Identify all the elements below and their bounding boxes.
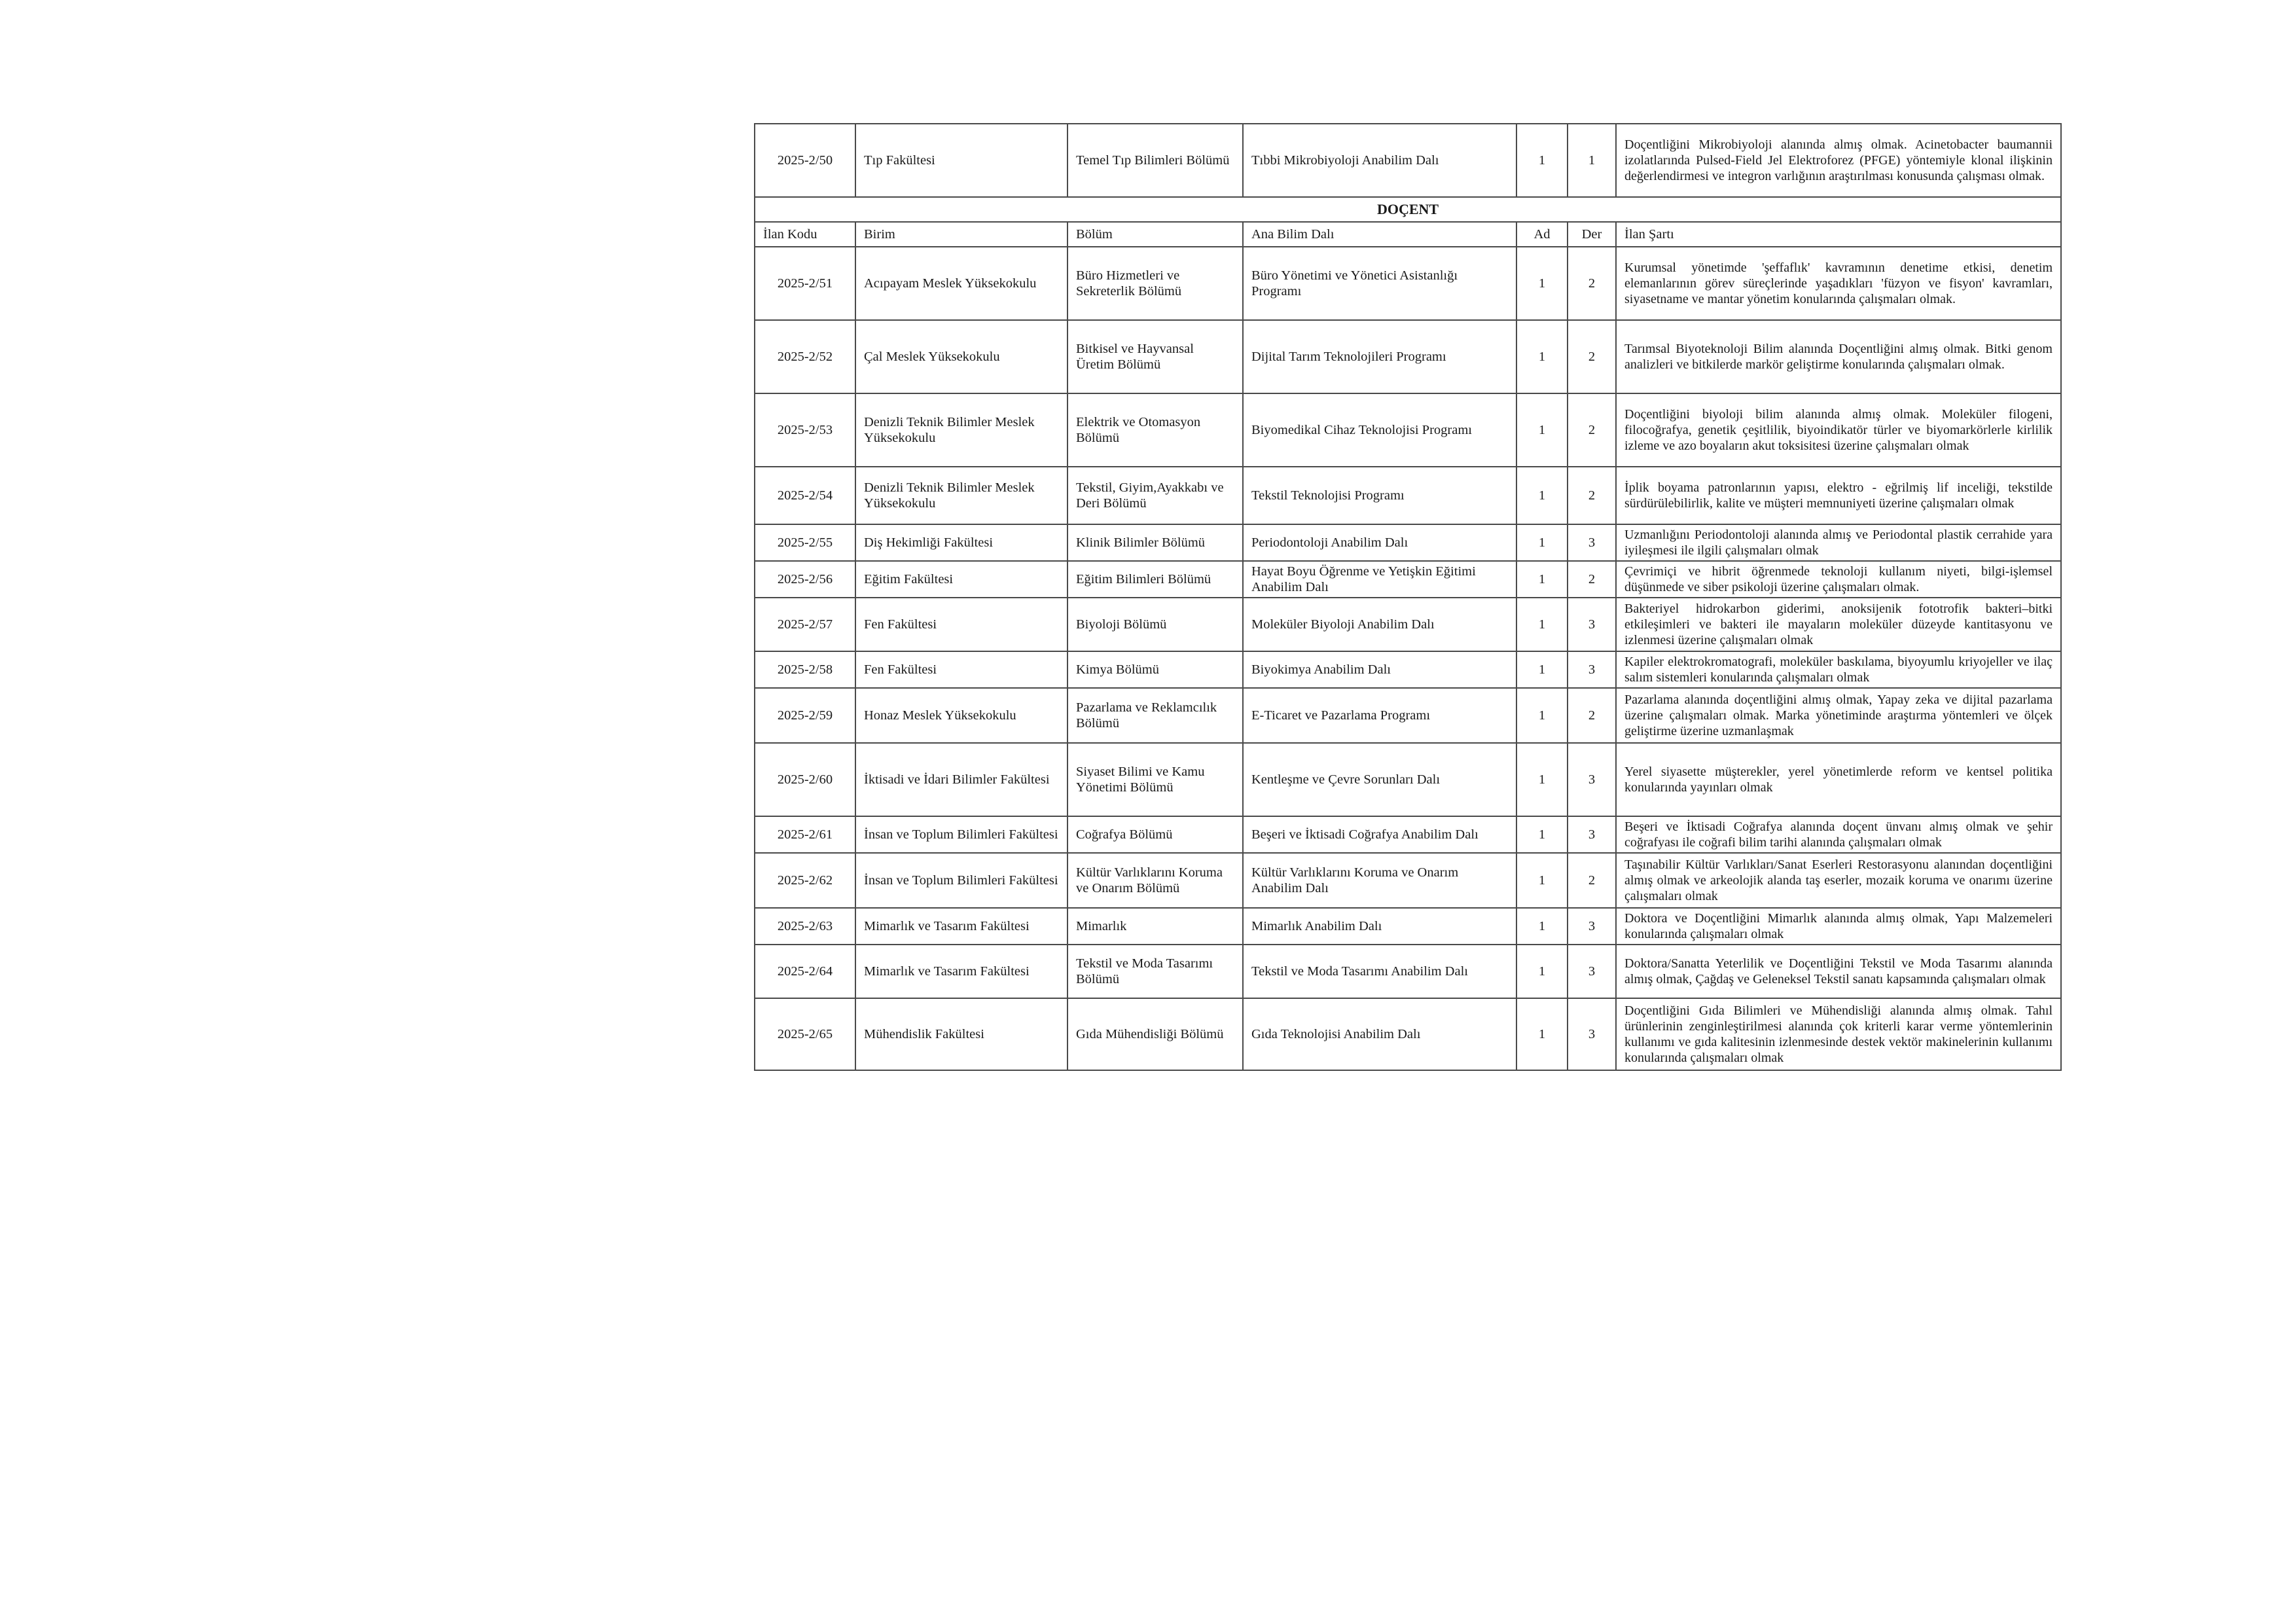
listing-condition: Doçentliğini Mikrobiyoloji alanında almış olmak. Acinetobacter baumannii izolatlarında Pulsed-Field Jel Elektroforez (PFGE) yöntemiyle klonal ilişkinin değerlendirmesi ve integron varlığının araştırılması konusunda çalışması olmak. [1616,124,2061,197]
listing-department: Siyaset Bilimi ve Kamu Yönetimi Bölümü [1067,743,1243,816]
listing-degree: 1 [1568,124,1616,197]
listing-department: Bitkisel ve Hayvansal Üretim Bölümü [1067,320,1243,393]
listing-division: Biyokimya Anabilim Dalı [1243,651,1516,688]
listing-count: 1 [1516,561,1568,598]
listing-condition: Kurumsal yönetimde 'şeffaflık' kavramının denetime etkisi, denetim elemanlarının görev süreçlerinde yaşadıkları 'füzyon ve fisyon' kavramları, siyasetname ve mantar yönetim konularında çalışmaları olmak. [1616,247,2061,320]
listing-count: 1 [1516,524,1568,561]
header-degree: Der [1568,222,1616,247]
listing-unit: Diş Hekimliği Fakültesi [855,524,1067,561]
listing-division: Biyomedikal Cihaz Teknolojisi Programı [1243,393,1516,467]
listing-code: 2025-2/59 [755,688,855,743]
listing-division: Tekstil Teknolojisi Programı [1243,467,1516,524]
header-condition: İlan Şartı [1616,222,2061,247]
listing-condition: Pazarlama alanında doçentliğini almış olmak, Yapay zeka ve dijital pazarlama üzerine çalışmaları olmak. Marka yönetiminde araştırma yöntemleri ve ölçek geliştirme üzerine uzmanlaşmak [1616,688,2061,743]
listing-count: 1 [1516,247,1568,320]
listing-code: 2025-2/58 [755,651,855,688]
listing-condition: Doktora ve Doçentliğini Mimarlık alanında almış olmak, Yapı Malzemeleri konularında çalışmaları olmak [1616,908,2061,945]
listing-degree: 3 [1568,998,1616,1070]
listing-unit: İktisadi ve İdari Bilimler Fakültesi [855,743,1067,816]
listing-unit: Denizli Teknik Bilimler Meslek Yüksekokulu [855,393,1067,467]
listing-degree: 2 [1568,247,1616,320]
listing-unit: Fen Fakültesi [855,598,1067,651]
listing-unit: Çal Meslek Yüksekokulu [855,320,1067,393]
listing-condition: Bakteriyel hidrokarbon giderimi, anoksijenik fototrofik bakteri–bitki etkileşimleri ve bakteri ile mayaların moleküler düzeyde kantitasyonu ve izlenmesi üzerine çalışmaları olmak [1616,598,2061,651]
listing-count: 1 [1516,688,1568,743]
listing-division: Kültür Varlıklarını Koruma ve Onarım Anabilim Dalı [1243,853,1516,908]
listing-department: Gıda Mühendisliği Bölümü [1067,998,1243,1070]
listing-department: Klinik Bilimler Bölümü [1067,524,1243,561]
header-division: Ana Bilim Dalı [1243,222,1516,247]
listing-code: 2025-2/50 [755,124,855,197]
listing-division: Beşeri ve İktisadi Coğrafya Anabilim Dalı [1243,816,1516,853]
listing-code: 2025-2/54 [755,467,855,524]
listing-unit: İnsan ve Toplum Bilimleri Fakültesi [855,816,1067,853]
listing-count: 1 [1516,393,1568,467]
table-row [755,651,2061,688]
table-row [755,908,2061,945]
listing-unit: İnsan ve Toplum Bilimleri Fakültesi [855,853,1067,908]
table-row [755,998,2061,1070]
table-row [755,393,2061,467]
listing-condition: Doktora/Sanatta Yeterlilik ve Doçentliğini Tekstil ve Moda Tasarımı alanında almış olmak, Çağdaş ve Geleneksel Tekstil sanatı kapsamında çalışmaları olmak [1616,945,2061,998]
listing-condition: Doçentliğini biyoloji bilim alanında almış olmak. Moleküler filogeni, filocoğrafya, genetik çeşitlilik, biyoindikatör türler ve biyomarkörlerle kirlilik izleme ve azo boyaların akut toksisitesi üzerine çalışmaları olmak [1616,393,2061,467]
listing-department: Temel Tıp Bilimleri Bölümü [1067,124,1243,197]
listing-degree: 3 [1568,908,1616,945]
listing-division: E-Ticaret ve Pazarlama Programı [1243,688,1516,743]
listing-condition: Tarımsal Biyoteknoloji Bilim alanında Doçentliğini almış olmak. Bitki genom analizleri ve bitkilerde markör geliştirme konularında çalışmaları olmak. [1616,320,2061,393]
listing-count: 1 [1516,816,1568,853]
listing-count: 1 [1516,467,1568,524]
listing-department: Kültür Varlıklarını Koruma ve Onarım Bölümü [1067,853,1243,908]
listing-unit: Mühendislik Fakültesi [855,998,1067,1070]
table-row [755,688,2061,743]
listing-unit: Mimarlık ve Tasarım Fakültesi [855,945,1067,998]
listing-department: Elektrik ve Otomasyon Bölümü [1067,393,1243,467]
table-row [755,945,2061,998]
listing-department: Kimya Bölümü [1067,651,1243,688]
listing-code: 2025-2/65 [755,998,855,1070]
listing-unit: Eğitim Fakültesi [855,561,1067,598]
listing-code: 2025-2/63 [755,908,855,945]
listing-unit: Denizli Teknik Bilimler Meslek Yüksekokulu [855,467,1067,524]
table-row [755,467,2061,524]
table-row [755,561,2061,598]
listing-department: Coğrafya Bölümü [1067,816,1243,853]
table-row [755,816,2061,853]
listing-code: 2025-2/61 [755,816,855,853]
table-row [755,853,2061,908]
section-row [755,197,2061,222]
listing-count: 1 [1516,651,1568,688]
table-row [755,598,2061,651]
table-row [755,743,2061,816]
listing-condition: İplik boyama patronlarının yapısı, elektro - eğrilmiş lif inceliği, tekstilde sürdürülebilirlik, kalite ve müşteri memnuniyeti üzerine çalışmaları olmak [1616,467,2061,524]
listing-department: Pazarlama ve Reklamcılık Bölümü [1067,688,1243,743]
listing-condition: Uzmanlığını Periodontoloji alanında almış ve Periodontal plastik cerrahide yara iyileşmesi ile ilgili çalışmaları olmak [1616,524,2061,561]
listing-count: 1 [1516,743,1568,816]
listing-count: 1 [1516,320,1568,393]
table-row-prev [755,124,2061,197]
listing-department: Eğitim Bilimleri Bölümü [1067,561,1243,598]
listing-unit: Honaz Meslek Yüksekokulu [855,688,1067,743]
listing-code: 2025-2/60 [755,743,855,816]
header-code: İlan Kodu [755,222,855,247]
listing-code: 2025-2/52 [755,320,855,393]
listing-condition: Kapiler elektrokromatografi, moleküler baskılama, biyoyumlu kriyojeller ve ilaç salım sistemleri konularında çalışmaları olmak [1616,651,2061,688]
listing-code: 2025-2/55 [755,524,855,561]
listing-code: 2025-2/57 [755,598,855,651]
listing-condition: Doçentliğini Gıda Bilimleri ve Mühendisliği alanında almış olmak. Tahıl ürünlerinin zenginleştirilmesi alanında çok kriterli karar verme yöntemlerinin kullanımı ve gıda kalitesinin izlenmesinde destek vektör makinelerinin kullanımı konularında çalışmaları olmak [1616,998,2061,1070]
listing-count: 1 [1516,853,1568,908]
table-row [755,524,2061,561]
listing-count: 1 [1516,908,1568,945]
listing-degree: 2 [1568,467,1616,524]
table-body [755,124,2061,1070]
listing-degree: 3 [1568,598,1616,651]
listing-division: Tekstil ve Moda Tasarımı Anabilim Dalı [1243,945,1516,998]
listing-degree: 3 [1568,743,1616,816]
listing-condition: Yerel siyasette müşterekler, yerel yönetimlerde reform ve kentsel politika konularında yayınları olmak [1616,743,2061,816]
listing-unit: Mimarlık ve Tasarım Fakültesi [855,908,1067,945]
listing-division: Gıda Teknolojisi Anabilim Dalı [1243,998,1516,1070]
listing-code: 2025-2/62 [755,853,855,908]
header-unit: Birim [855,222,1067,247]
listing-code: 2025-2/51 [755,247,855,320]
job-listing-table [754,123,2062,1071]
listing-unit: Acıpayam Meslek Yüksekokulu [855,247,1067,320]
listing-degree: 2 [1568,688,1616,743]
listing-degree: 2 [1568,853,1616,908]
listing-code: 2025-2/53 [755,393,855,467]
listing-division: Büro Yönetimi ve Yönetici Asistanlığı Programı [1243,247,1516,320]
listing-code: 2025-2/64 [755,945,855,998]
listing-degree: 2 [1568,561,1616,598]
listing-division: Tıbbi Mikrobiyoloji Anabilim Dalı [1243,124,1516,197]
listing-department: Tekstil, Giyim,Ayakkabı ve Deri Bölümü [1067,467,1243,524]
listing-count: 1 [1516,998,1568,1070]
listing-division: Dijital Tarım Teknolojileri Programı [1243,320,1516,393]
listing-code: 2025-2/56 [755,561,855,598]
listing-degree: 3 [1568,816,1616,853]
listing-department: Büro Hizmetleri ve Sekreterlik Bölümü [1067,247,1243,320]
listing-condition: Çevrimiçi ve hibrit öğrenmede teknoloji kullanım niyeti, bilgi-işlemsel düşünmede ve siber psikoloji üzerine çalışmaları olmak. [1616,561,2061,598]
listing-count: 1 [1516,598,1568,651]
listing-unit: Fen Fakültesi [855,651,1067,688]
table-row [755,247,2061,320]
listing-condition: Beşeri ve İktisadi Coğrafya alanında doçent ünvanı almış olmak ve şehir coğrafyası ile coğrafi bilim tarihi alanında çalışmaları olmak [1616,816,2061,853]
header-count: Ad [1516,222,1568,247]
listing-division: Hayat Boyu Öğrenme ve Yetişkin Eğitimi Anabilim Dalı [1243,561,1516,598]
listing-count: 1 [1516,124,1568,197]
listing-division: Periodontoloji Anabilim Dalı [1243,524,1516,561]
listing-department: Biyoloji Bölümü [1067,598,1243,651]
listing-count: 1 [1516,945,1568,998]
listing-division: Moleküler Biyoloji Anabilim Dalı [1243,598,1516,651]
listing-degree: 2 [1568,393,1616,467]
header-row [755,222,2061,247]
section-title: DOÇENT [755,197,2061,222]
listing-condition: Taşınabilir Kültür Varlıkları/Sanat Eserleri Restorasyonu alanından doçentliğini almış olmak ve arkeolojik alanda taş eserler, mozaik koruma ve onarımı üzerine çalışmaları olmak [1616,853,2061,908]
header-department: Bölüm [1067,222,1243,247]
listing-degree: 3 [1568,524,1616,561]
listing-department: Mimarlık [1067,908,1243,945]
listing-division: Kentleşme ve Çevre Sorunları Dalı [1243,743,1516,816]
listing-degree: 3 [1568,651,1616,688]
listing-division: Mimarlık Anabilim Dalı [1243,908,1516,945]
listing-degree: 3 [1568,945,1616,998]
listing-unit: Tıp Fakültesi [855,124,1067,197]
listing-department: Tekstil ve Moda Tasarımı Bölümü [1067,945,1243,998]
listing-degree: 2 [1568,320,1616,393]
table-row [755,320,2061,393]
